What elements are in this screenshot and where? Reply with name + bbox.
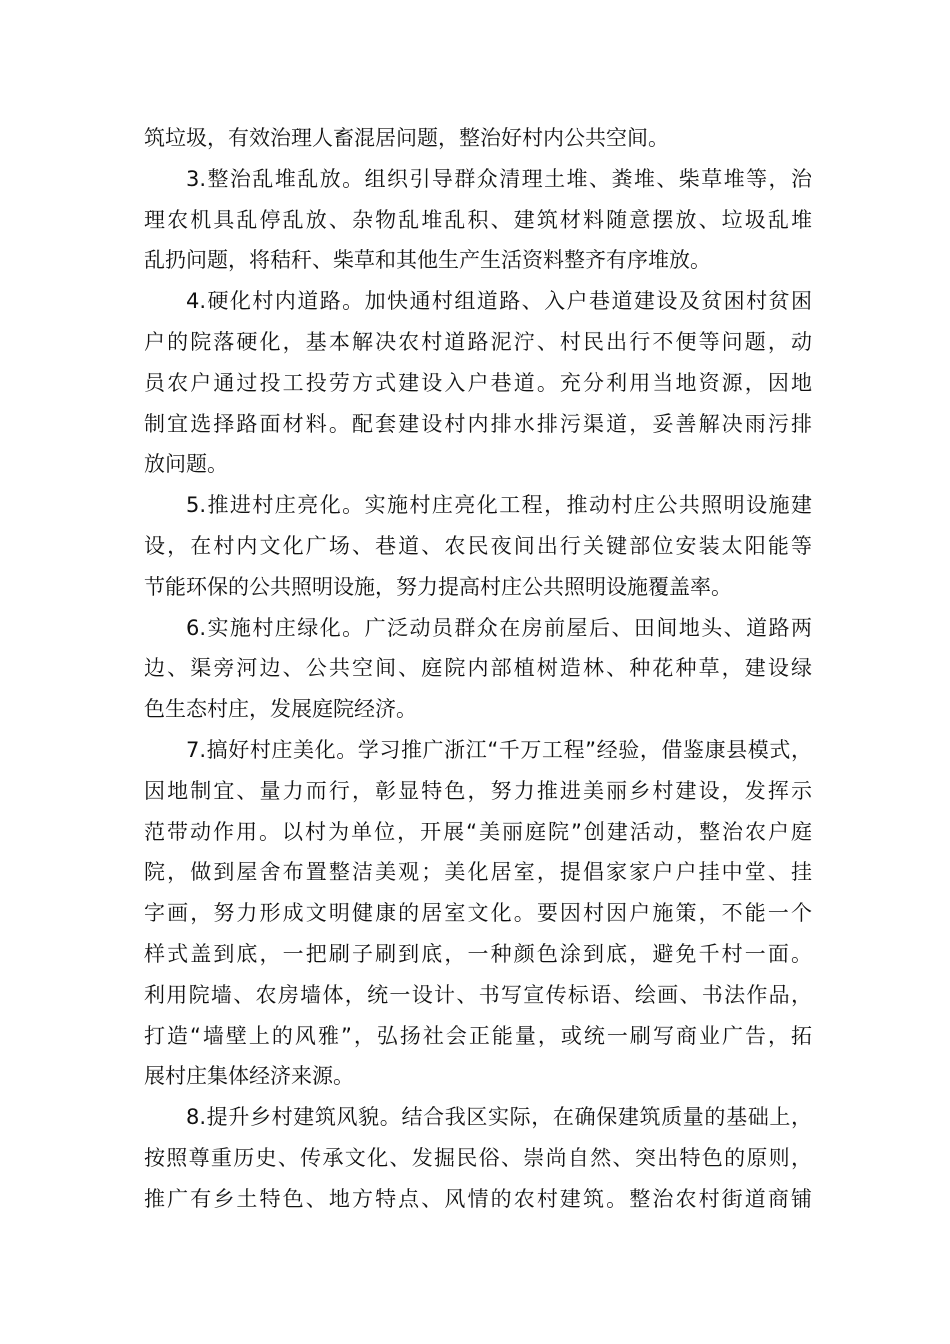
text-line: 筑垃圾，有效治理人畜混居问题，整治好村内公共空间。 <box>144 126 669 150</box>
text-line: 推广有乡土特色、地方特点、风情的农村建筑。整治农村街道商铺 <box>144 1186 812 1211</box>
text-line: 利用院墙、农房墙体，统一设计、书写宣传标语、绘画、书法作品， <box>144 982 812 1007</box>
text-line: 展村庄集体经济来源。 <box>144 1064 354 1089</box>
text-line: 样式盖到底，一把刷子刷到底，一种颜色涂到底，避免千村一面。 <box>144 941 812 966</box>
text-line: 节能环保的公共照明设施，努力提高村庄公共照明设施覆盖率。 <box>144 574 732 599</box>
document-body <box>144 118 812 1220</box>
text-line: 放问题。 <box>144 452 228 477</box>
text-line: 范带动作用。以村为单位，开展“美丽庭院”创建活动，整治农户庭 <box>144 819 812 844</box>
text-line: 打造“墙壁上的风雅”，弘扬社会正能量，或统一刷写商业广告，拓 <box>144 1023 812 1048</box>
text-line: 设，在村内文化广场、巷道、农民夜间出行关键部位安装太阳能等 <box>144 533 812 558</box>
text-line: 制宜选择路面材料。配套建设村内排水排污渠道，妥善解决雨污排 <box>144 411 812 436</box>
text-line: 8.提升乡村建筑风貌。结合我区实际，在确保建筑质量的基础上， <box>186 1105 812 1130</box>
text-line: 边、渠旁河边、公共空间、庭院内部植树造林、种花种草，建设绿 <box>144 656 812 681</box>
text-line: 员农户通过投工投劳方式建设入户巷道。充分利用当地资源，因地 <box>144 370 812 395</box>
text-line: 因地制宜、量力而行，彰显特色，努力推进美丽乡村建设，发挥示 <box>144 778 812 803</box>
text-line: 按照尊重历史、传承文化、发掘民俗、崇尚自然、突出特色的原则， <box>144 1145 812 1170</box>
text-line: 院，做到屋舍布置整洁美观；美化居室，提倡家家户户挂中堂、挂 <box>144 860 812 885</box>
text-line: 6.实施村庄绿化。广泛动员群众在房前屋后、田间地头、道路两 <box>186 615 812 640</box>
text-line: 色生态村庄，发展庭院经济。 <box>144 697 417 722</box>
text-line: 户的院落硬化，基本解决农村道路泥泞、村民出行不便等问题，动 <box>144 329 812 354</box>
text-line: 字画，努力形成文明健康的居室文化。要因村因户施策，不能一个 <box>144 901 812 926</box>
text-line: 乱扔问题，将秸秆、柴草和其他生产生活资料整齐有序堆放。 <box>144 248 711 273</box>
text-line: 理农机具乱停乱放、杂物乱堆乱积、建筑材料随意摆放、垃圾乱堆 <box>144 207 812 232</box>
text-line: 7.搞好村庄美化。学习推广浙江“千万工程”经验，借鉴康县模式， <box>186 737 812 762</box>
text-line: 4.硬化村内道路。加快通村组道路、入户巷道建设及贫困村贫困 <box>186 289 812 314</box>
text-line: 5.推进村庄亮化。实施村庄亮化工程，推动村庄公共照明设施建 <box>186 493 812 518</box>
text-line: 3.整治乱堆乱放。组织引导群众清理土堆、粪堆、柴草堆等，治 <box>186 166 812 191</box>
